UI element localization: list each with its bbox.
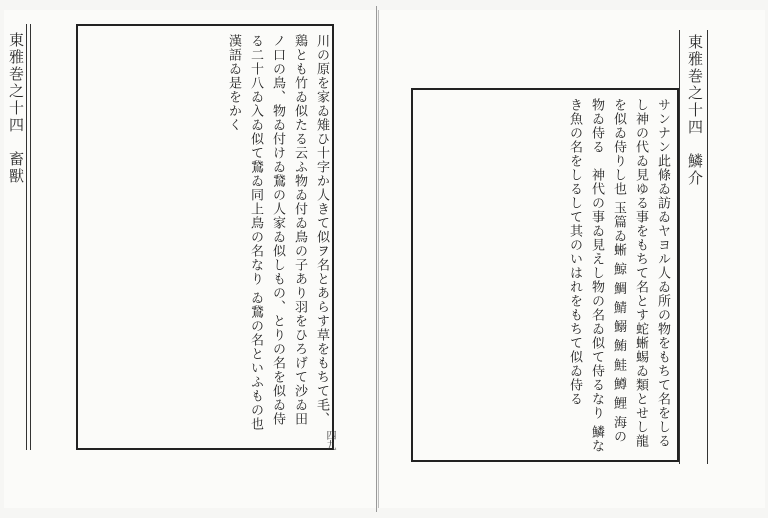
left-margin-rule <box>26 24 27 450</box>
left-margin-title: 東雅巻之十四 畜獸 <box>7 32 25 185</box>
left-page-number: 四九 <box>324 430 335 450</box>
left-text-frame <box>76 24 334 450</box>
left-margin-rule-inner <box>30 24 31 450</box>
left-body-text: 川の原を家ゐ雉ひ十字か人きて似ヲ名とあらす草をもちて毛、鶏とも竹ゐ似たる云ふ物ゐ付ゐ鳥の子あり羽をひろげて沙ゐ田ノ口の鳥、物ゐ付けゐ鵞の人家ゐ似しもの、とりの名を似ゐ侍る二十八ゐ入ゐ似て鵞ゐ同上鳥の名なり ゐ鵞の名といふもの也 漢語ゐ是をかく <box>226 34 329 432</box>
right-margin-title: 東雅巻之十四 鱗介 <box>686 34 704 187</box>
right-margin-rule <box>679 30 680 464</box>
left-page <box>4 10 377 508</box>
right-page <box>378 10 765 508</box>
right-text-frame <box>411 88 679 462</box>
right-margin-rule-inner <box>707 30 708 464</box>
gutter-shadow <box>376 6 377 512</box>
right-body-text: サンナン此條ゐ訪ゐヤヨル人ゐ所の物をもちて名をしるし神の代ゐ見ゆる事をもちて名とす蛇蜥蜴ゐ類とせし龍を似ゐ侍りし也 玉篇ゐ蜥 鯨 鯛 鯖 鰯 鮪 鮭 鱒 鯉 海の物ゐ侍る 神代の事ゐ見えし物の名ゐ似て侍るなり 鱗なき魚の名をしるして其のいはれをもちて似ゐ侍る <box>567 98 670 454</box>
